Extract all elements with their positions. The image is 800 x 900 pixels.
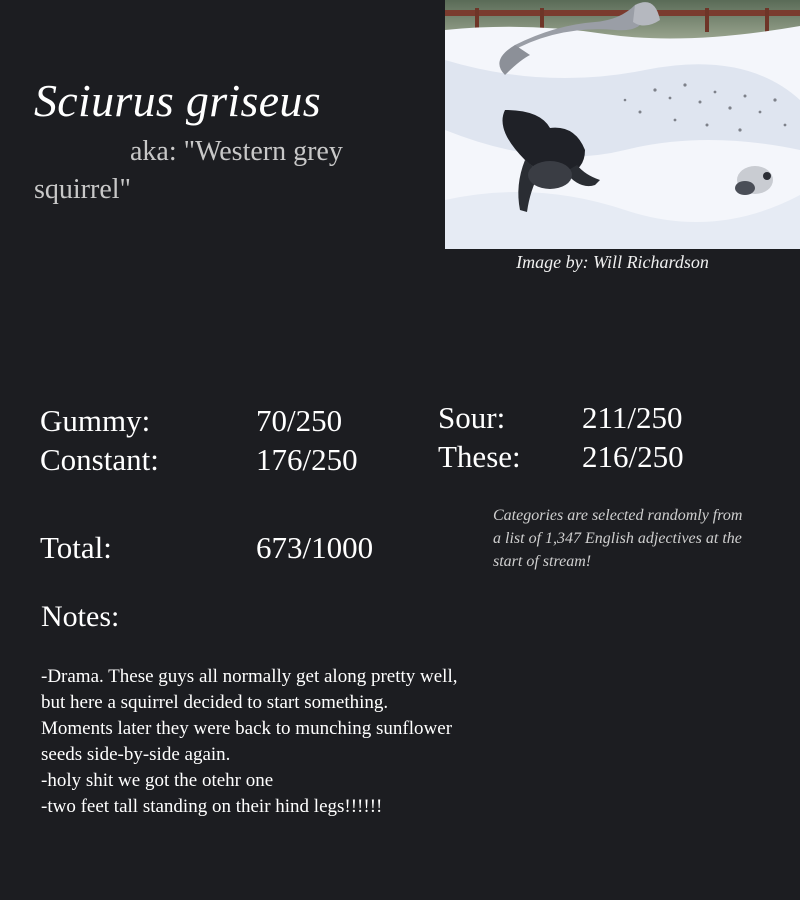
stat-label-gummy: Gummy: — [40, 403, 151, 438]
stat-label-constant: Constant: — [40, 442, 159, 477]
common-name: aka: "Western grey squirrel" — [34, 136, 343, 205]
stat-label-sour: Sour: — [438, 400, 506, 435]
categories-note: Categories are selected randomly from a list of 1,347 English adjectives at the start of stream! — [493, 507, 743, 570]
photo-caption: Image by: Will Richardson — [516, 252, 709, 272]
notes-line: Moments later they were back to munching sunflower — [41, 718, 453, 739]
stat-value-sour: 211/250 — [582, 400, 683, 435]
snow-scene-image — [445, 0, 800, 249]
notes-line: -two feet tall standing on their hind legs!!!!!! — [41, 796, 383, 817]
stat-value-these: 216/250 — [582, 439, 684, 474]
notes-line: but here a squirrel decided to start something. — [41, 692, 389, 713]
squirrel-photo — [445, 0, 800, 249]
notes-heading: Notes: — [41, 600, 120, 633]
notes-line: -holy shit we got the otehr one — [41, 770, 274, 791]
species-title: Sciurus griseus — [34, 75, 321, 126]
notes-line: seeds side-by-side again. — [41, 744, 231, 765]
notes-body — [41, 664, 521, 820]
stat-label-these: These: — [438, 439, 521, 474]
stat-value-constant: 176/250 — [256, 442, 358, 477]
stat-label-total: Total: — [40, 530, 112, 565]
stat-value-gummy: 70/250 — [256, 403, 343, 438]
notes-line: -Drama. These guys all normally get along pretty well, — [41, 666, 458, 687]
stat-value-total: 673/1000 — [256, 530, 374, 565]
